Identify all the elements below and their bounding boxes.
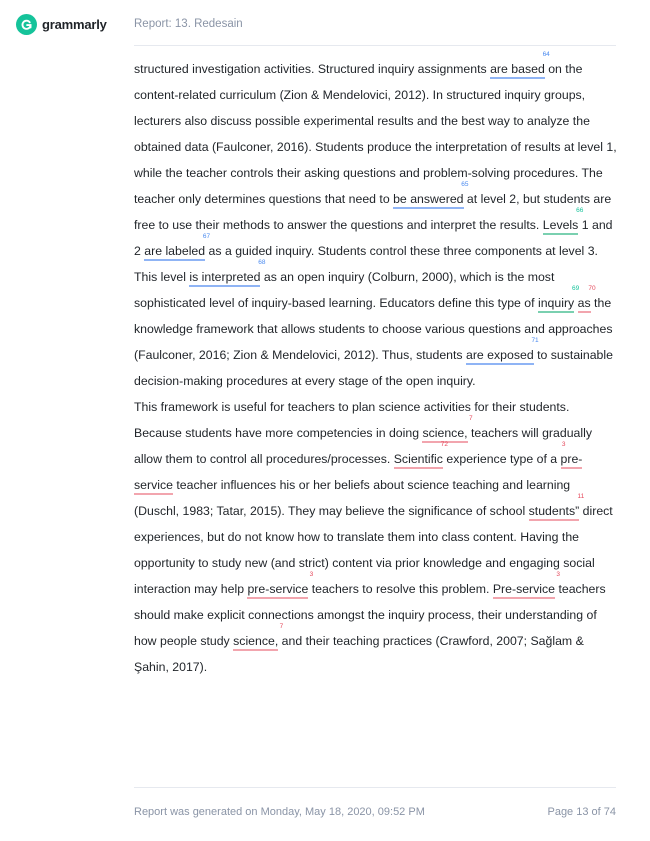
report-generated-date: Report was generated on Monday, May 18, 2020, 09:52 PM xyxy=(134,806,425,818)
suggestion-mark-68[interactable] xyxy=(189,259,266,287)
marked-text: be answered xyxy=(393,192,464,206)
text-segment: teachers should make explicit connections amongst the inquiry process, their understanding of how people study xyxy=(134,582,606,648)
marked-text: is interpreted xyxy=(189,270,261,284)
suggestion-mark-72[interactable] xyxy=(393,441,448,469)
text-segment: This framework is useful for teachers to plan science activities for their students. Because students have more competencies in doing xyxy=(134,400,570,440)
report-title: Report: 13. Redesain xyxy=(134,18,243,30)
text-segment: 1 and 2 xyxy=(134,218,613,258)
suggestion-number: 69 xyxy=(571,285,580,292)
marked-text: pre-service xyxy=(134,452,583,492)
text-segment: and their teaching practices (Crawford, 2007; Sağlam & Şahin, 2017). xyxy=(134,634,584,674)
suggestion-number: 70 xyxy=(588,285,596,292)
paragraph-1 xyxy=(134,51,618,394)
suggestion-number: 7 xyxy=(468,415,473,422)
suggestion-mark-65[interactable] xyxy=(393,181,469,209)
suggestion-number: 65 xyxy=(461,181,469,188)
marked-text: are exposed xyxy=(465,348,534,362)
text-segment: teacher influences his or her beliefs about science teaching and learning (Duschl, 1983; Tatar, 2015). They may believe the significance of school xyxy=(134,478,571,518)
grammarly-logo xyxy=(16,14,107,35)
text-segment: experience type of a xyxy=(442,452,561,466)
suggestion-mark-64[interactable] xyxy=(490,51,550,79)
text-segment: on the content-related curriculum (Zion & Mendelovici, 2012). In structured inquiry groups, lecturers also discuss possible experimental results and the best way to analyze the obtained data (Faulconer, 2016). Students produce the interpretation of results at level 1, while the teacher controls their asking questions and problem-solving procedures. The teacher only determines questions that need to xyxy=(134,62,617,206)
marked-text: Scientific xyxy=(393,452,443,466)
marked-text: students” xyxy=(528,504,580,518)
marked-text: pre-service xyxy=(247,582,309,596)
suggestion-number: 3 xyxy=(309,571,314,578)
suggestion-number: 71 xyxy=(531,337,539,344)
logo-text: grammarly xyxy=(42,17,107,32)
marked-text: science, xyxy=(422,426,468,440)
suggestion-mark-70[interactable] xyxy=(577,285,596,313)
paragraph-2 xyxy=(134,394,618,680)
marked-text: are labeled xyxy=(144,244,206,258)
marked-text: science, xyxy=(233,634,279,648)
suggestion-number: 72 xyxy=(440,441,448,448)
text-segment: direct experiences, but do not know how to translate them into class content. Having the opportunity to study new (and strict) content via prior knowledge and engaging social interaction may help xyxy=(134,504,613,596)
text-segment: teachers will gradually allow them to control all procedures/processes. xyxy=(134,426,592,466)
suggestion-mark-3[interactable] xyxy=(492,571,561,599)
suggestion-number: 64 xyxy=(542,51,550,58)
marked-text: inquiry xyxy=(537,296,575,310)
suggestion-mark-3[interactable] xyxy=(247,571,314,599)
text-segment: teachers to resolve this problem. xyxy=(308,582,493,596)
text-segment: as a guided inquiry. Students control these three components at level 3. This level xyxy=(134,244,598,284)
text-segment: at level 2, but students are free to use their methods to answer the questions and interpret the results. xyxy=(134,192,612,232)
page-number: Page 13 of 74 xyxy=(547,806,616,818)
suggestion-number: 3 xyxy=(561,441,566,448)
marked-text: Pre-service xyxy=(492,582,556,596)
grammarly-g-icon xyxy=(16,14,37,35)
suggestion-mark-11[interactable] xyxy=(528,493,585,521)
marked-text: Levels xyxy=(542,218,579,232)
report-body xyxy=(134,51,618,680)
suggestion-number: 7 xyxy=(279,623,284,630)
suggestion-number: 66 xyxy=(576,207,584,214)
suggestion-mark-69[interactable] xyxy=(537,285,580,313)
suggestion-number: 68 xyxy=(258,259,266,266)
suggestion-number: 67 xyxy=(202,233,211,240)
suggestion-mark-7[interactable] xyxy=(233,623,284,651)
text-segment: to sustainable decision-making procedures at every stage of the open inquiry. xyxy=(134,348,613,388)
suggestion-number: 11 xyxy=(577,493,585,500)
footer-divider xyxy=(134,787,616,788)
report-header xyxy=(0,0,650,46)
suggestion-mark-67[interactable] xyxy=(144,233,211,261)
suggestion-number: 3 xyxy=(556,571,561,578)
suggestion-mark-71[interactable] xyxy=(465,337,539,365)
marked-text: are based xyxy=(490,62,545,76)
header-divider xyxy=(134,45,616,46)
suggestion-mark-66[interactable] xyxy=(542,207,584,235)
text-segment: as an open inquiry (Colburn, 2000), which is the most sophisticated level of inquiry-based learning. Educators define this type of xyxy=(134,270,555,310)
marked-text: as xyxy=(577,296,591,310)
text-segment: the knowledge framework that allows students to choose various questions and approaches (Faulconer, 2016; Zion & Mendelovici, 2012). Thus, students xyxy=(134,296,613,362)
text-segment: structured investigation activities. Structured inquiry assignments xyxy=(134,62,491,76)
